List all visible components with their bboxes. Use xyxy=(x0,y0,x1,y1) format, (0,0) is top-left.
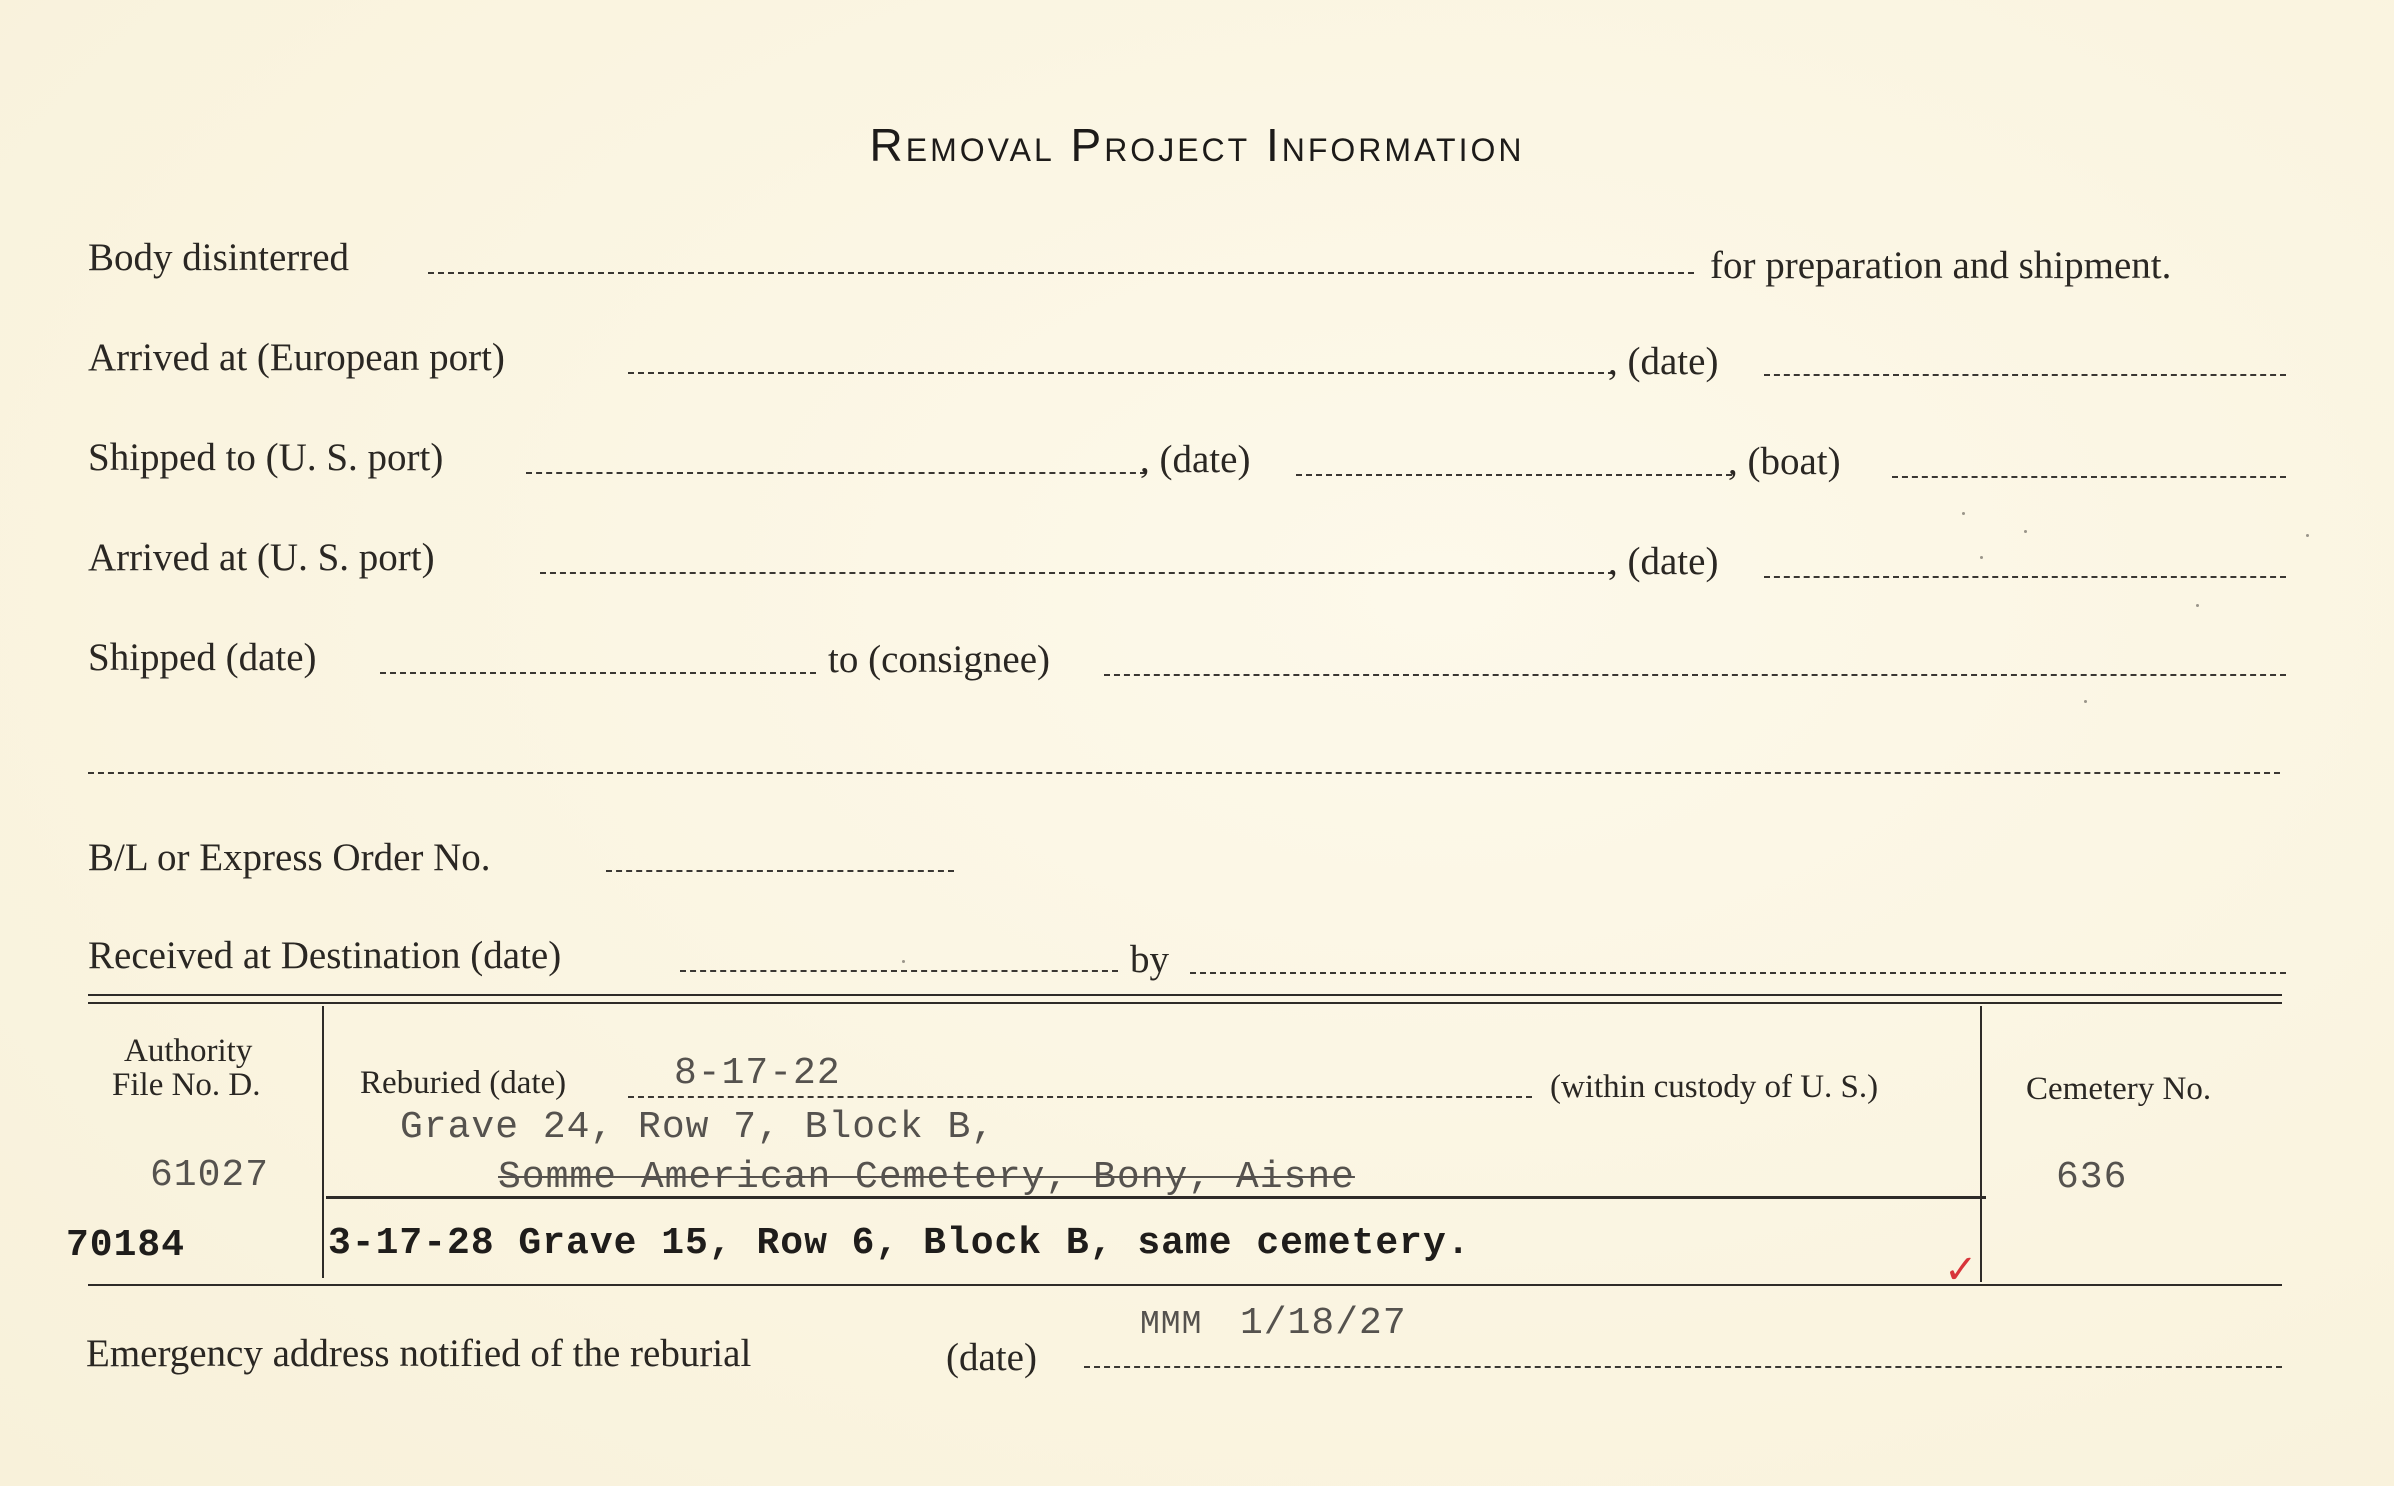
file-no-1: 61027 xyxy=(150,1154,270,1197)
cemetery-no: 636 xyxy=(2056,1156,2128,1199)
arrived-european-label: Arrived at (European port) xyxy=(88,336,505,379)
received-label: Received at Destination (date) xyxy=(88,934,562,977)
table-left-divider xyxy=(322,1006,324,1278)
body-disinterred-line xyxy=(428,272,1694,274)
consignee-label: to (consignee) xyxy=(828,638,1051,681)
arrived-european-date-label: , (date) xyxy=(1608,340,1719,383)
arrived-us-date-label: , (date) xyxy=(1608,540,1719,583)
table-right-divider xyxy=(1980,1006,1982,1282)
shipped-to-us-date-label: , (date) xyxy=(1140,438,1251,481)
paper-speck xyxy=(2306,534,2309,537)
authority-label: Authority xyxy=(124,1033,253,1069)
arrived-european-date-line xyxy=(1764,374,2286,376)
arrived-us-line xyxy=(540,572,1614,574)
arrived-european-line xyxy=(628,372,1614,374)
emergency-initials: MMM xyxy=(1140,1306,1203,1343)
arrived-us-label: Arrived at (U. S. port) xyxy=(88,536,435,579)
bl-order-label: B/L or Express Order No. xyxy=(88,836,491,879)
arrived-us-date-line xyxy=(1764,576,2286,578)
card-title: Removal Project Information xyxy=(869,119,1525,171)
emergency-date-value: 1/18/27 xyxy=(1240,1302,1407,1345)
by-line xyxy=(1190,972,2286,974)
file-no-label: File No. D. xyxy=(112,1067,261,1103)
shipped-date-line xyxy=(380,672,816,674)
grave-line-2: Somme American Cemetery, Bony, Aisne xyxy=(498,1156,1355,1199)
paper-speck xyxy=(1980,556,1983,559)
paper-speck xyxy=(1962,512,1965,515)
shipped-to-us-date-line xyxy=(1296,474,1732,476)
reburied-date-line xyxy=(628,1096,1532,1098)
received-date-line xyxy=(680,970,1118,972)
by-label: by xyxy=(1130,938,1169,981)
emergency-label: Emergency address notified of the reburial xyxy=(86,1332,752,1375)
paper-speck xyxy=(2084,700,2087,703)
shipped-to-us-line xyxy=(526,472,1146,474)
cemetery-no-label: Cemetery No. xyxy=(2026,1071,2212,1107)
reburied-date: 8-17-22 xyxy=(674,1052,841,1095)
shipped-date-label: Shipped (date) xyxy=(88,636,317,679)
consignee-continuation-line xyxy=(88,772,2280,774)
boat-label: , (boat) xyxy=(1728,440,1841,483)
paper-speck xyxy=(2024,530,2027,533)
boat-line xyxy=(1892,476,2286,478)
paper-speck xyxy=(2196,604,2199,607)
shipped-to-us-label: Shipped to (U. S. port) xyxy=(88,436,444,479)
for-preparation-label: for preparation and shipment. xyxy=(1710,244,2172,287)
body-disinterred-label: Body disinterred xyxy=(88,236,350,279)
file-no-2: 70184 xyxy=(66,1224,186,1267)
grave-line-1: Grave 24, Row 7, Block B, xyxy=(400,1106,996,1149)
consignee-line xyxy=(1104,674,2286,676)
emergency-date-label: (date) xyxy=(946,1336,1037,1379)
table-top-rule-2 xyxy=(88,1002,2282,1004)
paper-speck xyxy=(902,960,905,963)
check-mark-icon: ✓ xyxy=(1944,1247,1978,1292)
table-bottom-rule xyxy=(88,1284,2282,1286)
custody-note: (within custody of U. S.) xyxy=(1550,1069,1879,1105)
bl-order-line xyxy=(606,870,954,872)
second-entry: 3-17-28 Grave 15, Row 6, Block B, same cemetery. xyxy=(328,1222,1471,1265)
table-top-rule-1 xyxy=(88,994,2282,996)
reburied-label: Reburied (date) xyxy=(360,1065,567,1101)
first-entry-underline xyxy=(326,1196,1986,1199)
emergency-line xyxy=(1084,1366,2282,1368)
